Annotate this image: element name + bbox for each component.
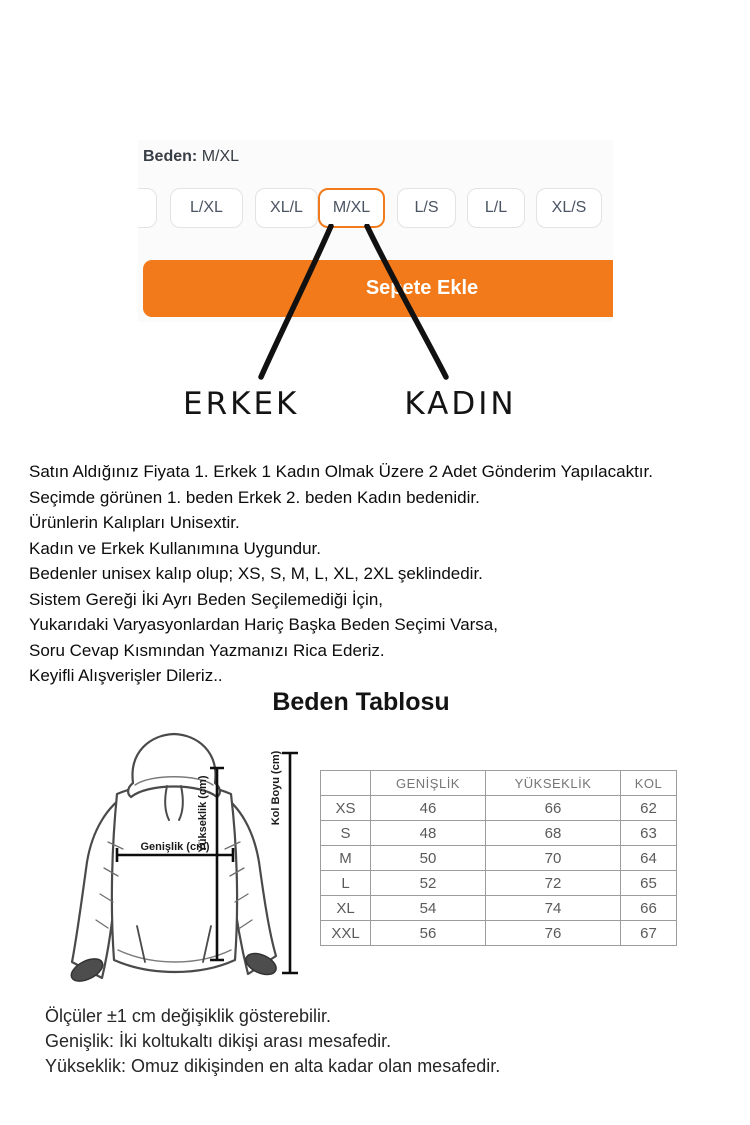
size-option-m-xl[interactable]: M/XL bbox=[318, 188, 385, 228]
size-table-value-cell: 48 bbox=[371, 821, 486, 846]
size-option-l-l[interactable]: L/L bbox=[467, 188, 525, 228]
size-table-value-cell: 66 bbox=[621, 896, 677, 921]
size-table-size-cell: S bbox=[321, 821, 371, 846]
description-line: Seçimde görünen 1. beden Erkek 2. beden Kadın bedenidir. bbox=[29, 487, 480, 507]
size-table-value-cell: 52 bbox=[371, 871, 486, 896]
size-table-value-cell: 70 bbox=[486, 846, 621, 871]
callout-lines bbox=[240, 224, 460, 382]
size-table-row bbox=[321, 871, 677, 896]
callout-kadin: KADIN bbox=[404, 386, 517, 422]
size-table-value-cell: 67 bbox=[621, 921, 677, 946]
sleeve-measure-label: Kol Boyu (cm) bbox=[270, 750, 282, 826]
size-table-column-header: KOL bbox=[621, 771, 677, 796]
size-table-column-header bbox=[321, 771, 371, 796]
size-table-value-cell: 46 bbox=[371, 796, 486, 821]
size-table-size-cell: XXL bbox=[321, 921, 371, 946]
size-table-value-cell: 63 bbox=[621, 821, 677, 846]
size-table-value-cell: 72 bbox=[486, 871, 621, 896]
size-option-partial[interactable] bbox=[138, 188, 157, 228]
size-option-l-s[interactable]: L/S bbox=[397, 188, 456, 228]
size-table-value-cell: 65 bbox=[621, 871, 677, 896]
size-table-value-cell: 74 bbox=[486, 896, 621, 921]
description-line: Kadın ve Erkek Kullanımına Uygundur. bbox=[29, 538, 321, 558]
callout-line-erkek bbox=[261, 226, 331, 377]
callout-erkek: ERKEK bbox=[183, 386, 300, 422]
size-table-row bbox=[321, 896, 677, 921]
size-table-value-cell: 76 bbox=[486, 921, 621, 946]
size-table-column-header: YÜKSEKLİK bbox=[486, 771, 621, 796]
size-option-xl-s[interactable]: XL/S bbox=[536, 188, 602, 228]
size-table-row bbox=[321, 796, 677, 821]
size-table-row bbox=[321, 846, 677, 871]
measurement-note-line: Ölçüler ±1 cm değişiklik gösterebilir. bbox=[45, 1006, 331, 1026]
description-line: Bedenler unisex kalıp olup; XS, S, M, L, XL, 2XL şeklindedir. bbox=[29, 564, 483, 583]
size-table-header-row bbox=[321, 771, 677, 796]
description-line: Satın Aldığınız Fiyata 1. Erkek 1 Kadın Olmak Üzere 2 Adet Gönderim Yapılacaktır. bbox=[29, 462, 653, 481]
size-table bbox=[320, 770, 677, 946]
size-option-l-xl[interactable]: L/XL bbox=[170, 188, 243, 228]
width-measure-label: Genişlik (cm) bbox=[140, 841, 210, 853]
hoodie-diagram bbox=[38, 722, 310, 1002]
measurement-note-line: Yükseklik: Omuz dikişinden en alta kadar olan mesafedir. bbox=[45, 1056, 501, 1076]
size-label: Beden: bbox=[143, 148, 198, 165]
product-description bbox=[29, 459, 745, 689]
measurement-notes bbox=[45, 1004, 725, 1079]
description-line: Soru Cevap Kısmından Yazmanızı Rica Ederiz. bbox=[29, 640, 385, 660]
size-table-row bbox=[321, 921, 677, 946]
callout-line-kadin bbox=[367, 226, 446, 377]
size-option-xl-l[interactable]: XL/L bbox=[255, 188, 318, 228]
size-table-value-cell: 62 bbox=[621, 796, 677, 821]
size-selected-value: M/XL bbox=[201, 148, 240, 165]
add-to-cart-button[interactable]: Sepete Ekle bbox=[143, 260, 613, 317]
size-table-size-cell: XS bbox=[321, 796, 371, 821]
description-line: Sistem Gereği İki Ayrı Beden Seçilemediği İçin, bbox=[29, 589, 384, 609]
size-chart-heading: Beden Tablosu bbox=[272, 688, 450, 716]
size-table-value-cell: 68 bbox=[486, 821, 621, 846]
size-table-value-cell: 66 bbox=[486, 796, 621, 821]
measurement-note-line: Genişlik: İki koltukaltı dikişi arası mesafedir. bbox=[45, 1031, 392, 1051]
size-table-size-cell: L bbox=[321, 871, 371, 896]
description-line: Ürünlerin Kalıpları Unisextir. bbox=[29, 513, 240, 532]
height-measure-label: Yükseklik (cm) bbox=[197, 775, 209, 853]
description-line: Keyifli Alışverişler Dileriz.. bbox=[29, 666, 223, 685]
size-table-row bbox=[321, 821, 677, 846]
size-selector-header bbox=[143, 148, 239, 166]
size-table-value-cell: 56 bbox=[371, 921, 486, 946]
size-table-column-header: GENİŞLİK bbox=[371, 771, 486, 796]
size-table-size-cell: XL bbox=[321, 896, 371, 921]
size-table-value-cell: 54 bbox=[371, 896, 486, 921]
size-table-value-cell: 50 bbox=[371, 846, 486, 871]
description-line: Yukarıdaki Varyasyonlardan Hariç Başka Beden Seçimi Varsa, bbox=[29, 615, 498, 634]
size-table-value-cell: 64 bbox=[621, 846, 677, 871]
size-table-size-cell: M bbox=[321, 846, 371, 871]
